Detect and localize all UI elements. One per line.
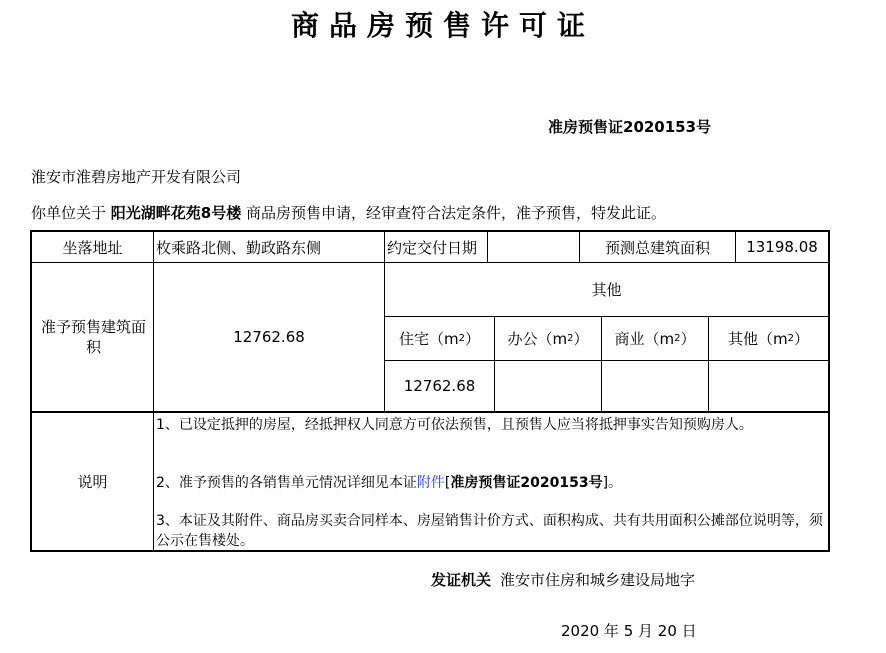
note-2: 2、准予预售的各销售单元情况详细见本证附件[准房预售证2020153号]。 [156,475,623,491]
notes-label: 说明 [77,473,108,491]
attachment-cert-number: 准房预售证2020153号 [450,475,603,491]
company-name: 淮安市淮碧房地产开发有限公司 [31,168,242,186]
intro-prefix: 你单位关于 [31,204,107,222]
col-other: 其他（m 2 ） [727,330,809,348]
attachment-link[interactable]: 附件 [416,475,445,491]
intro-suffix: 商品房预售申请，经审查符合法定条件，准予预售，特发此证。 [246,204,667,222]
other-value [709,361,828,411]
permitted-area-value: 12762.68 [233,328,305,346]
issuer-label: 发证机关 [431,571,492,589]
permit-table [30,230,830,552]
intro-text [31,202,666,223]
issuer-name: 淮安市住房和城乡建设局地字 [500,571,696,589]
col-office: 办公（m 2 ） [507,330,589,348]
col-commercial: 商业（m 2 ） [614,330,696,348]
issue-date: 2020 年 5 月 20 日 [561,622,697,640]
delivery-date-value [488,232,579,262]
office-value [495,361,601,411]
note-1: 1、已设定抵押的房屋，经抵押权人同意方可依法预售，且预售人应当将抵押事实告知预购房人。 [156,417,753,433]
certificate-number: 准房预售证2020153号 [548,118,712,136]
note-3: 3、本证及其附件、商品房买卖合同样本、房屋销售计价方式、面积构成、共有共用面积公摊部位说明等，须公示在售楼处。 [156,513,823,549]
page-title: 商品房预售许可证 [290,9,595,42]
permitted-area-label: 准予预售建筑面积 [40,318,146,356]
col-residential: 住宅（m 2 ） [398,330,480,348]
commercial-value [602,361,708,411]
estimated-area-label: 预测总建筑面积 [604,238,710,257]
estimated-area-value: 13198.08 [746,238,818,256]
other-header: 其他 [591,281,622,299]
delivery-date-label: 约定交付日期 [387,238,478,257]
project-name: 阳光湖畔花苑8号楼 [110,204,242,222]
location-label: 坐落地址 [62,238,123,257]
residential-value: 12762.68 [403,377,476,395]
location-value: 枚乘路北侧、勤政路东侧 [156,238,322,257]
